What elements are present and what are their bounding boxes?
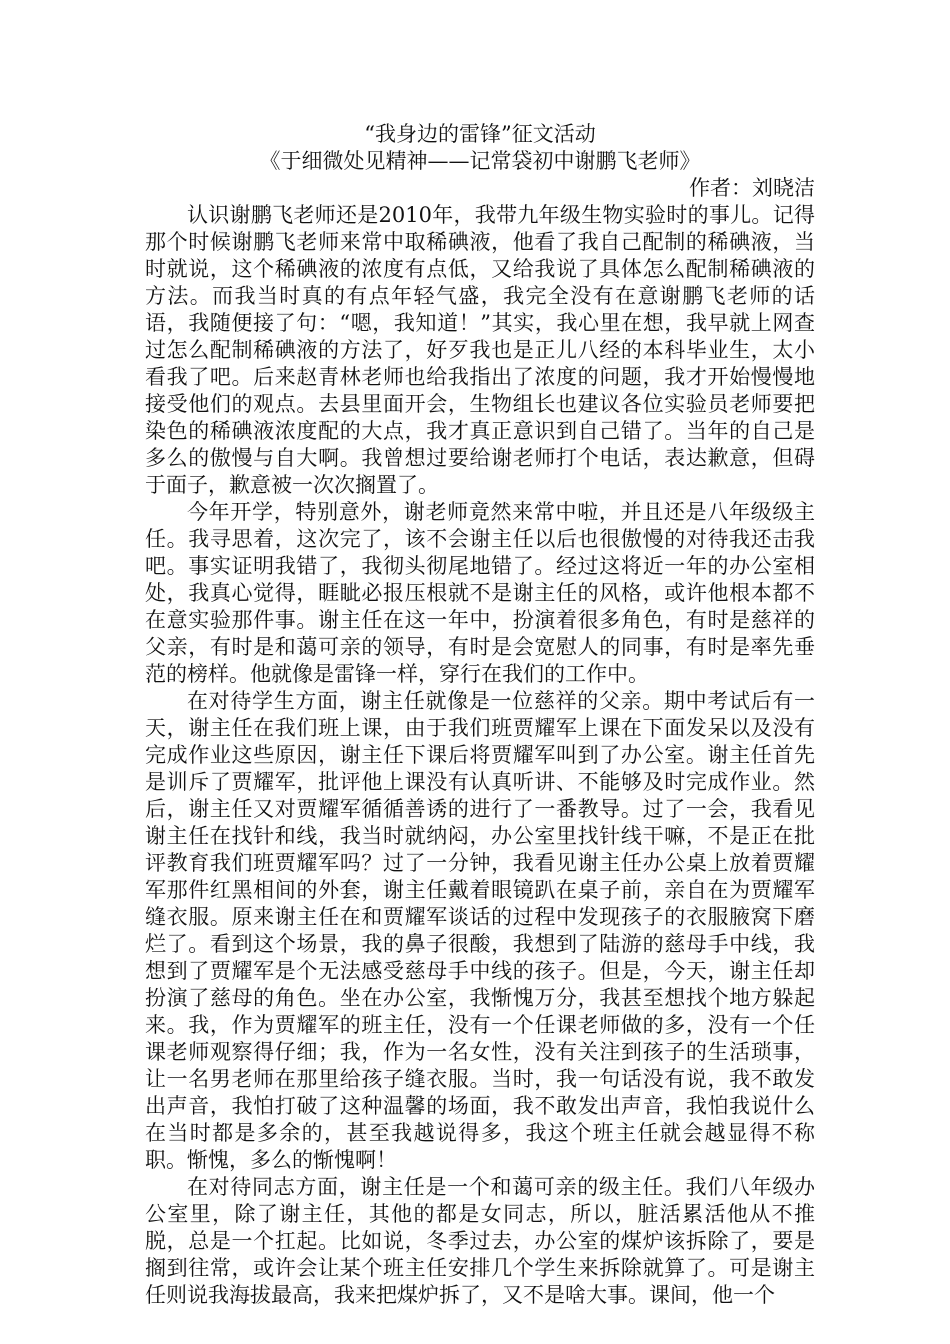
document-author: 作者：刘晓洁 [689,176,815,200]
paragraph-4: 在对待同志方面，谢主任是一个和蔼可亲的级主任。我们八年级办公室里，除了谢主任，其他的都是女同志，所以，脏活累活他从不推脱，总是一个扛起。比如说，冬季过去，办公室的煤炉该拆除了，要是搁到往常，或许会让某个班主任安排几个学生来拆除就算了。可是谢主任则说我海拔最高，我来把煤炉拆了，又不是啥大事。课间，他一个 [145,1175,815,1307]
paragraph-2: 今年开学，特别意外，谢老师竟然来常中啦，并且还是八年级级主任。我寻思着，这次完了，该不会谢主任以后也很傲慢的对待我还击我吧。事实证明我错了，我彻头彻尾地错了。经过这将近一年的办公室相处，我真心觉得，睚眦必报压根就不是谢主任的风格，或许他根本都不在意实验那件事。谢主任在这一年中，扮演着很多角色，有时是慈祥的父亲，有时是和蔼可亲的领导，有时是会宽慰人的同事，有时是率先垂范的榜样。他就像是雷锋一样，穿行在我们的工作中。 [145,500,815,686]
document-title-line1: “我身边的雷锋”征文活动 [364,122,596,146]
document-page [145,121,815,1309]
paragraph-1: 认识谢鹏飞老师还是2010年，我带九年级生物实验时的事儿。记得那个时候谢鹏飞老师来常中取稀碘液，他看了我自己配制的稀碘液，当时就说，这个稀碘液的浓度有点低，又给我说了具体怎么配制稀碘液的方法。而我当时真的有点年轻气盛，我完全没有在意谢鹏飞老师的话语，我随便接了句：“嗯，我知道！”其实，我心里在想，我早就上网查过怎么配制稀碘液的方法了，好歹我也是正儿八经的本科毕业生，太小看我了吧。后来赵青林老师也给我指出了浓度的问题，我才开始慢慢地接受他们的观点。去县里面开会，生物组长也建议各位实验员老师要把染色的稀碘液浓度配的大点，我才真正意识到自己错了。当年的自己是多么的傲慢与自大啊。我曾想过要给谢老师打个电话，表达歉意，但碍于面子，歉意被一次次搁置了。 [145,203,815,497]
document-title-line2: 《于细微处见精神——记常袋初中谢鹏飞老师》 [259,149,701,173]
paragraph-3: 在对待学生方面，谢主任就像是一位慈祥的父亲。期中考试后有一天，谢主任在我们班上课，由于我们班贾耀军上课在下面发呆以及没有完成作业这些原因，谢主任下课后将贾耀军叫到了办公室。谢主任首先是训斥了贾耀军，批评他上课没有认真听讲、不能够及时完成作业。然后，谢主任又对贾耀军循循善诱的进行了一番教导。过了一会，我看见谢主任在找针和线，我当时就纳闷，办公室里找针线干嘛，不是正在批评教育我们班贾耀军吗？过了一分钟，我看见谢主任办公桌上放着贾耀军那件红黑相间的外套，谢主任戴着眼镜趴在桌子前，亲自在为贾耀军缝衣服。原来谢主任在和贾耀军谈话的过程中发现孩子的衣服腋窝下磨烂了。看到这个场景，我的鼻子很酸，我想到了陆游的慈母手中线，我想到了贾耀军是个无法感受慈母手中线的孩子。但是，今天，谢主任却扮演了慈母的角色。坐在办公室，我惭愧万分，我甚至想找个地方躲起来。我，作为贾耀军的班主任，没有一个任课老师做的多，没有一个任课老师观察得仔细；我，作为一名女性，没有关注到孩子的生活琐事，让一名男老师在那里给孩子缝衣服。当时，我一句话没有说，我不敢发出声音，我怕打破了这种温馨的场面，我不敢发出声音，我怕我说什么在当时都是多余的，甚至我越说得多，我这个班主任就会越显得不称职。惭愧，多么的惭愧啊！ [145,689,815,1172]
